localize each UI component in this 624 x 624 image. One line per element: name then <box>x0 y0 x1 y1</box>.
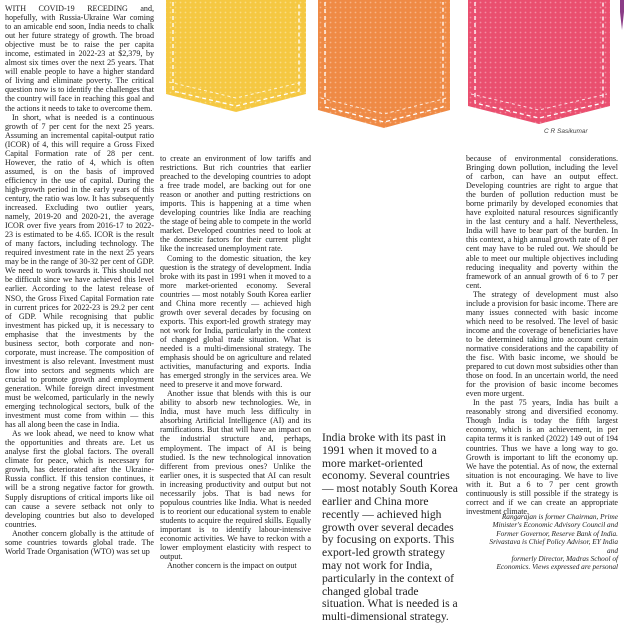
article-column-1 <box>5 4 154 556</box>
paragraph: As we look ahead, we need to know what the opportunities and threats are. Let us analyse first the global factors. The overall climate for peace, which is necessary for growth, has deteriorated after the Ukraine-Russia conflict. If this tension continues, it will be a strong negative factor for growth. Supply disruptions of critical imports like oil can cause a severe setback not only to developing countries but also to developed countries. <box>5 429 154 529</box>
bio-line: formerly Director, Madras School of <box>511 554 618 564</box>
pink-pocket-texture <box>468 0 610 124</box>
paragraph: Coming to the domestic situation, the key question is the strategy of development. India broke with its past in 1991 when it moved to a more market-oriented economy. Several countries — most notably South Korea earlier and China more recently — achieved high growth over several decades by focusing on exports. This export-led growth strategy may not work for India, particularly in the context of changed global trade situation. What is needed is a multi-dimensional strategy. The emphasis should be on agriculture and related activities, manufacturing and exports. India has emerged strongly in the services area. We need to preserve it and move forward. <box>160 253 311 390</box>
bio-line: Former Governor, Reserve Bank of India. <box>496 528 618 538</box>
paragraph: In the past 75 years, India has built a reasonably strong and diversified economy. Though India is today the fifth largest economy, which is an achievement, in per capita terms it is ranked (2022) 149 out of 194 countries. Thus we have a long way to go. Growth is important to lift the economy up. We have the potential. As of now, the external situation is not encouraging. We have to live with it. But a 6 to 7 per cent growth continuously is still possible if the strategy is correct and if we can create an appropriate investment climate. <box>466 398 618 516</box>
paragraph: Another concern globally is the attitude of some countries towards global trade. The World Trade Organisation (WTO) was set up <box>5 528 154 556</box>
article-column-2 <box>160 154 311 570</box>
paragraph: Another issue that blends with this is our ability to absorb new technologies. We, in India, must have much less difficulty in absorbing Artificial Intelligence (AI) and its ramifications. But that will have an impact on the industrial structure and, perhaps, employment. The impact of AI is being studied. Is the new technological innovation different from previous ones? Unlike the earlier ones, it is suspected that AI can result in increasing productivity and output but not necessarily jobs. That is bad news for populous countries like India. What is needed is to reorient our educational system to enable students to acquire the required skills. Equally important is to identify labour-intensive economic activities. We have to reckon with a lower employment elasticity with respect to output. <box>160 389 311 562</box>
orange-pocket-texture <box>318 0 450 128</box>
paragraph: because of environmental considerations. Bringing down pollution, including the level of carbon, can have an output effect. Developing countries are right to argue that the burden of pollution reduction must be borne primarily by developed economies that have exploited natural resources significantly in the last century and a half. Nevertheless, India will have to bear part of the burden. In this context, a high annual growth rate of 8 per cent may have to be ruled out. We should be able to meet our multiple objectives including reducing inequality and poverty within the framework of an annual growth of 6 to 7 per cent. <box>466 154 618 290</box>
bio-line: Rangarajan is former Chairman, Prime <box>501 512 618 521</box>
paragraph: to create an environment of low tariffs and restrictions. But rich countries that earlier preached to the developing countries to adopt a free trade model, are backing out for one reason or another and putting restrictions on imports. This is happening at a time when developing countries like India are reaching the stage of being able to compete in the world market. Developed countries need to look at the domestic factors for their current plight like the increased unemployment rate. <box>160 154 311 254</box>
paragraph: In short, what is needed is a continuous growth of 7 per cent for the next 25 years. Assuming an incremental capital-output ratio (ICOR) of 4, this will require a Gross Fixed Capital Formation rate of 28 per cent. However, the ratio of 4, which is often assumed, is on the basis of improved efficiency in the use of capital. During the high-growth period in the early years of this century, the ratio was low. It has subsequently increased. Excluding two outlier years, namely, 2019-20 and 2020-21, the average ICOR over five years from 2016-17 to 2022-23 is estimated to be 4.65. ICOR is the result of many factors, including technology. The required investment rate in the next 25 years may be in the range of 30-32 per cent of GDP. We need to work towards it. This should not be difficult since we have achieved this level earlier. According to the latest release of NSO, the Gross Fixed Capital Formation rate in current prices for 2022-23 is 29.2 per cent of GDP. While recognising that public investment has picked up, it is necessary to emphasise that the investments by the business sector, both corporate and non-corporate, must increase. The composition of investment is also relevant. Investment must flow into sectors and segments which are crucial to promote growth and employment generation. While foreign direct investment must be welcomed, particularly in the newly emerging technological sectors, bulk of the investment must come from within — this has all along been the case in India. <box>5 112 154 430</box>
pull-quote: India broke with its past in 1991 when it moved to a more market-oriented economy. Several countries — most notably South Korea earlier and China more recently — achieved high growth over several decades by focusing on exports. This export-led growth strategy may not work for India, particularly in the context of changed global trade situation. What is needed is a multi-dimensional strategy. <box>322 431 458 624</box>
illustration-credit: C R Sasikumar <box>544 128 588 135</box>
bio-line: Srivastava is Chief Policy Advisor, EY India and <box>489 537 618 555</box>
bio-line: Economics. Views expressed are personal <box>496 562 618 572</box>
author-bio <box>478 513 618 572</box>
article-column-3 <box>466 154 618 516</box>
bio-line: Minister's Economic Advisory Council and <box>492 520 618 530</box>
yellow-pocket-texture <box>166 0 306 112</box>
paragraph: WITH COVID-19 RECEDING and, hopefully, with Russia-Ukraine War coming to an amicable end soon, India needs to chalk out her future strategy of growth. The broad objective must be to raise the per capita income, estimated in 2022-23 at $2,379, by almost six times over the next 25 years. That will enable people to have a higher standard of living and eliminate poverty. The critical question now is to identify the challenges that the country will face in reaching this goal and the actions it needs to take to overcome them. <box>5 4 154 113</box>
paragraph: Another concern is the impact on output <box>167 561 297 571</box>
paragraph: The strategy of development must also include a provision for basic income. There are many issues connected with basic income which need to be resolved. The level of basic income and the coverage of beneficiaries have to be determined taking into account certain normative considerations and the capability of the fisc. With basic income, we should be prepared to cut down most subsidies other than those on food. In an uncertain world, the need for the provision of basic income becomes even more urgent. <box>466 289 618 399</box>
